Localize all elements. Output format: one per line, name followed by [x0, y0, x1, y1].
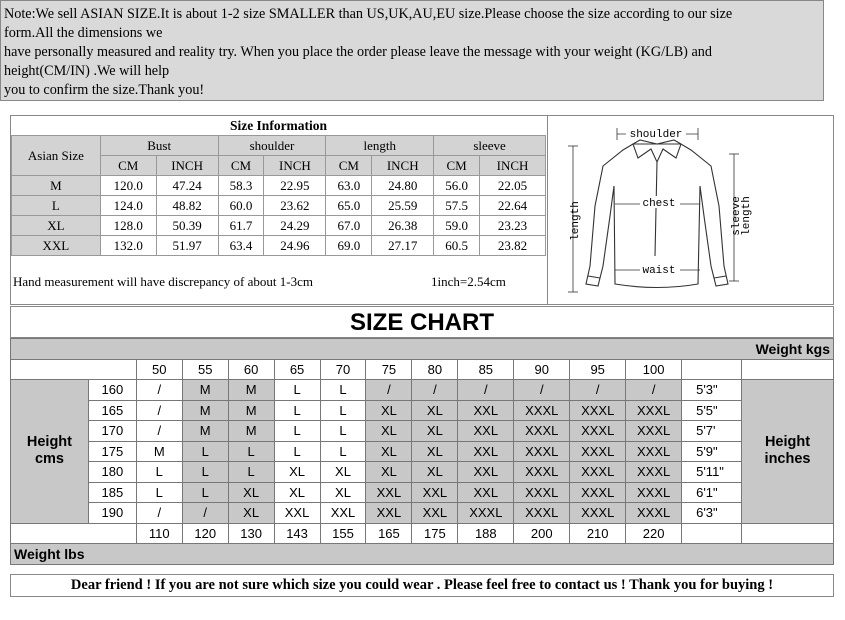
weight-lb-value: 130 [228, 523, 274, 544]
measurement-cell: 51.97 [156, 236, 218, 256]
weight-lb-value: 220 [626, 523, 682, 544]
unit-header: INCH [372, 156, 434, 176]
size-cell: XXXL [570, 400, 626, 421]
weight-kgs-row [11, 359, 834, 380]
shirt-diagram [547, 116, 835, 305]
size-chart-row [11, 400, 834, 421]
note-line: Note:We sell ASIAN SIZE.It is about 1-2 size SMALLER than US,UK,AU,EU size.Please choose the size according to our size [4, 6, 733, 22]
size-cell: L [136, 462, 182, 483]
size-cell: M [182, 421, 228, 442]
measurement-cell: 132.0 [100, 236, 156, 256]
height-cm-value: 180 [88, 462, 136, 483]
size-cell: XL [412, 421, 458, 442]
shoulder-label: shoulder [629, 129, 683, 141]
size-cell: L [274, 380, 320, 401]
waist-label: waist [642, 265, 676, 277]
height-cm-value: 185 [88, 482, 136, 503]
size-cell: / [136, 380, 182, 401]
height-cm-value: 190 [88, 503, 136, 524]
size-cell: XL [228, 503, 274, 524]
weight-lb-value: 155 [320, 523, 366, 544]
size-information-title: Size Information [229, 117, 328, 133]
height-inch-value: 5'9" [682, 441, 742, 462]
height-cm-value: 160 [88, 380, 136, 401]
measurement-cell: 69.0 [326, 236, 372, 256]
blank-cell [682, 359, 742, 380]
blank-cell [682, 523, 742, 544]
size-cell: / [626, 380, 682, 401]
measurement-cell: 48.82 [156, 196, 218, 216]
size-cell: XXXL [626, 503, 682, 524]
size-cell: XL [320, 482, 366, 503]
size-cell: L [182, 482, 228, 503]
weight-kg-value: 85 [458, 359, 514, 380]
unit-header: INCH [480, 156, 546, 176]
weight-lbs-row [11, 523, 834, 544]
measurement-cell: 50.39 [156, 216, 218, 236]
size-cell: XXL [458, 400, 514, 421]
size-cell: / [136, 503, 182, 524]
size-cell: / [136, 421, 182, 442]
size-cell: XXXL [514, 441, 570, 462]
height-cm-value: 175 [88, 441, 136, 462]
measurement-cell: 23.23 [480, 216, 546, 236]
size-cell: XXL [274, 503, 320, 524]
size-cell: XL [320, 462, 366, 483]
size-cell: XL [228, 482, 274, 503]
size-cell: XXXL [626, 441, 682, 462]
weight-lb-value: 110 [136, 523, 182, 544]
asian-size-header: Asian Size [12, 136, 101, 176]
size-cell: / [412, 380, 458, 401]
height-inches-label [742, 380, 834, 524]
height-cms-label [11, 380, 89, 524]
size-cell: XXXL [570, 482, 626, 503]
size-cell: XL [274, 482, 320, 503]
size-cell: L [274, 441, 320, 462]
size-label: XXL [12, 236, 101, 256]
measurement-cell: 22.95 [264, 176, 326, 196]
size-cell: XL [366, 441, 412, 462]
size-cell: XL [412, 441, 458, 462]
weight-kg-value: 95 [570, 359, 626, 380]
size-cell: XXXL [514, 503, 570, 524]
size-cell: M [228, 421, 274, 442]
unit-header: CM [218, 156, 264, 176]
size-cell: XXL [366, 503, 412, 524]
size-cell: L [320, 421, 366, 442]
sleeve-label: sleeve [731, 196, 743, 236]
measurement-cell: 120.0 [100, 176, 156, 196]
size-chart-row [11, 482, 834, 503]
size-cell: XXXL [570, 503, 626, 524]
size-row [12, 216, 546, 236]
measurement-cell: 56.0 [434, 176, 480, 196]
size-cell: XXL [458, 421, 514, 442]
size-cell: XXL [412, 503, 458, 524]
size-cell: XXL [366, 482, 412, 503]
measurement-cell: 63.4 [218, 236, 264, 256]
weight-kg-value: 100 [626, 359, 682, 380]
height-inch-value: 5'3" [682, 380, 742, 401]
size-cell: XXXL [626, 400, 682, 421]
measurement-cell: 60.0 [218, 196, 264, 216]
size-chart-row [11, 441, 834, 462]
length-header: length [326, 136, 434, 156]
measurement-cell: 24.80 [372, 176, 434, 196]
size-cell: XL [412, 400, 458, 421]
measurement-cell: 58.3 [218, 176, 264, 196]
measurement-cell: 128.0 [100, 216, 156, 236]
size-chart-row [11, 503, 834, 524]
size-cell: XXL [458, 482, 514, 503]
measurement-cell: 61.7 [218, 216, 264, 236]
weight-lb-value: 210 [570, 523, 626, 544]
size-information-table-area [11, 116, 546, 306]
size-cell: M [182, 380, 228, 401]
blank-cell [11, 523, 137, 544]
weight-lb-value: 143 [274, 523, 320, 544]
size-note [0, 0, 824, 101]
size-information-table [11, 116, 546, 256]
blank-cell [742, 359, 834, 380]
height-inch-value: 5'5" [682, 400, 742, 421]
measurement-cell: 23.62 [264, 196, 326, 216]
size-cell: XXXL [570, 421, 626, 442]
size-cell: XL [366, 400, 412, 421]
measurement-cell: 23.82 [480, 236, 546, 256]
height-inch-value: 5'7' [682, 421, 742, 442]
size-cell: XL [412, 462, 458, 483]
measurement-cell: 25.59 [372, 196, 434, 216]
sleeve-header: sleeve [434, 136, 546, 156]
shoulder-header: shoulder [218, 136, 326, 156]
measurement-cell: 47.24 [156, 176, 218, 196]
size-chart-body [11, 339, 834, 565]
weight-kg-value: 50 [136, 359, 182, 380]
size-cell: L [182, 462, 228, 483]
size-row [12, 176, 546, 196]
size-cell: XL [366, 462, 412, 483]
measurement-cell: 22.64 [480, 196, 546, 216]
size-cell: L [136, 482, 182, 503]
hand-measurement-note: Hand measurement will have discrepancy of about 1-3cm [13, 274, 313, 289]
footer-message: Dear friend ! If you are not sure which size you could wear . Please feel free to contact us ! Thank you for buying ! [10, 574, 834, 597]
unit-header: INCH [156, 156, 218, 176]
size-cell: M [182, 400, 228, 421]
weight-lbs-header-row [11, 544, 834, 565]
bust-header: Bust [100, 136, 218, 156]
weight-lbs-label: Weight lbs [11, 544, 834, 565]
size-label: M [12, 176, 101, 196]
weight-kg-value: 55 [182, 359, 228, 380]
blank-cell [11, 359, 137, 380]
size-cell: XXL [458, 441, 514, 462]
unit-header: INCH [264, 156, 326, 176]
height-cms-text: Height [26, 434, 72, 451]
size-cell: L [320, 380, 366, 401]
height-cms-text: cms [34, 451, 64, 468]
size-cell: L [228, 441, 274, 462]
weight-kg-value: 75 [366, 359, 412, 380]
size-label: XL [12, 216, 101, 236]
measurement-cell: 65.0 [326, 196, 372, 216]
weight-lb-value: 175 [412, 523, 458, 544]
measurement-cell: 27.17 [372, 236, 434, 256]
size-cell: XXXL [570, 462, 626, 483]
size-cell: XL [274, 462, 320, 483]
weight-lb-value: 200 [514, 523, 570, 544]
measurement-cell: 26.38 [372, 216, 434, 236]
size-cell: / [136, 400, 182, 421]
size-label: L [12, 196, 101, 216]
blank-cell [742, 523, 834, 544]
size-cell: XXXL [514, 462, 570, 483]
weight-kg-value: 65 [274, 359, 320, 380]
size-cell: XXXL [514, 421, 570, 442]
inch-conversion-note: 1inch=2.54cm [431, 274, 506, 289]
size-cell: XXL [412, 482, 458, 503]
height-cm-value: 170 [88, 421, 136, 442]
size-cell: L [228, 462, 274, 483]
measurement-cell: 24.29 [264, 216, 326, 236]
size-row [12, 196, 546, 216]
weight-lb-value: 120 [182, 523, 228, 544]
shirt-illustration [548, 116, 835, 305]
note-line: you to confirm the size.Thank you! [4, 82, 205, 98]
size-cell: L [320, 441, 366, 462]
height-cm-value: 165 [88, 400, 136, 421]
size-cell: M [228, 380, 274, 401]
size-cell: M [228, 400, 274, 421]
size-cell: XL [366, 421, 412, 442]
unit-header: CM [434, 156, 480, 176]
size-cell: XXXL [570, 441, 626, 462]
size-cell: XXXL [626, 482, 682, 503]
height-inches-text: Height [764, 434, 811, 451]
measurement-cell: 22.05 [480, 176, 546, 196]
weight-lb-value: 165 [366, 523, 412, 544]
size-cell: / [366, 380, 412, 401]
size-chart-row [11, 421, 834, 442]
size-chart-grid [10, 338, 834, 565]
note-line: form.All the dimensions we [4, 25, 163, 41]
size-row [12, 236, 546, 256]
size-chart-title: SIZE CHART [10, 306, 834, 338]
size-cell: M [136, 441, 182, 462]
height-inch-value: 6'3" [682, 503, 742, 524]
height-inch-value: 6'1" [682, 482, 742, 503]
size-chart-row [11, 462, 834, 483]
measurement-cell: 24.96 [264, 236, 326, 256]
size-cell: / [570, 380, 626, 401]
size-cell: XXXL [626, 462, 682, 483]
size-cell: / [458, 380, 514, 401]
weight-kg-value: 60 [228, 359, 274, 380]
note-line: height(CM/IN) .We will help [4, 63, 170, 79]
weight-kgs-header-row [11, 339, 834, 360]
size-information [10, 115, 834, 305]
size-chart [10, 338, 834, 575]
size-cell: L [320, 400, 366, 421]
weight-kgs-label: Weight kgs [11, 339, 834, 360]
size-cell: L [274, 421, 320, 442]
weight-kg-value: 70 [320, 359, 366, 380]
height-inch-value: 5'11" [682, 462, 742, 483]
chest-label: chest [642, 198, 676, 210]
measurement-cell: 63.0 [326, 176, 372, 196]
measurement-cell: 57.5 [434, 196, 480, 216]
measurement-cell: 59.0 [434, 216, 480, 236]
weight-kg-value: 80 [412, 359, 458, 380]
size-cell: XXXL [458, 503, 514, 524]
size-cell: XXL [458, 462, 514, 483]
weight-lb-value: 188 [458, 523, 514, 544]
size-cell: / [514, 380, 570, 401]
size-cell: L [182, 441, 228, 462]
unit-header: CM [100, 156, 156, 176]
note-line: have personally measured and reality try. When you place the order please leave the message with your weight (KG/LB) and [4, 44, 712, 60]
size-information-body [12, 176, 546, 256]
size-cell: XXXL [514, 400, 570, 421]
measurement-cell: 60.5 [434, 236, 480, 256]
size-cell: / [182, 503, 228, 524]
size-cell: L [274, 400, 320, 421]
size-cell: XXXL [514, 482, 570, 503]
measurement-cell: 124.0 [100, 196, 156, 216]
size-chart-row [11, 380, 834, 401]
height-inches-text: inches [764, 451, 811, 468]
size-cell: XXL [320, 503, 366, 524]
weight-kg-value: 90 [514, 359, 570, 380]
size-cell: XXXL [626, 421, 682, 442]
measurement-cell: 67.0 [326, 216, 372, 236]
sleeve-length-label: length [741, 196, 753, 236]
length-label: length [570, 201, 582, 241]
unit-header: CM [326, 156, 372, 176]
